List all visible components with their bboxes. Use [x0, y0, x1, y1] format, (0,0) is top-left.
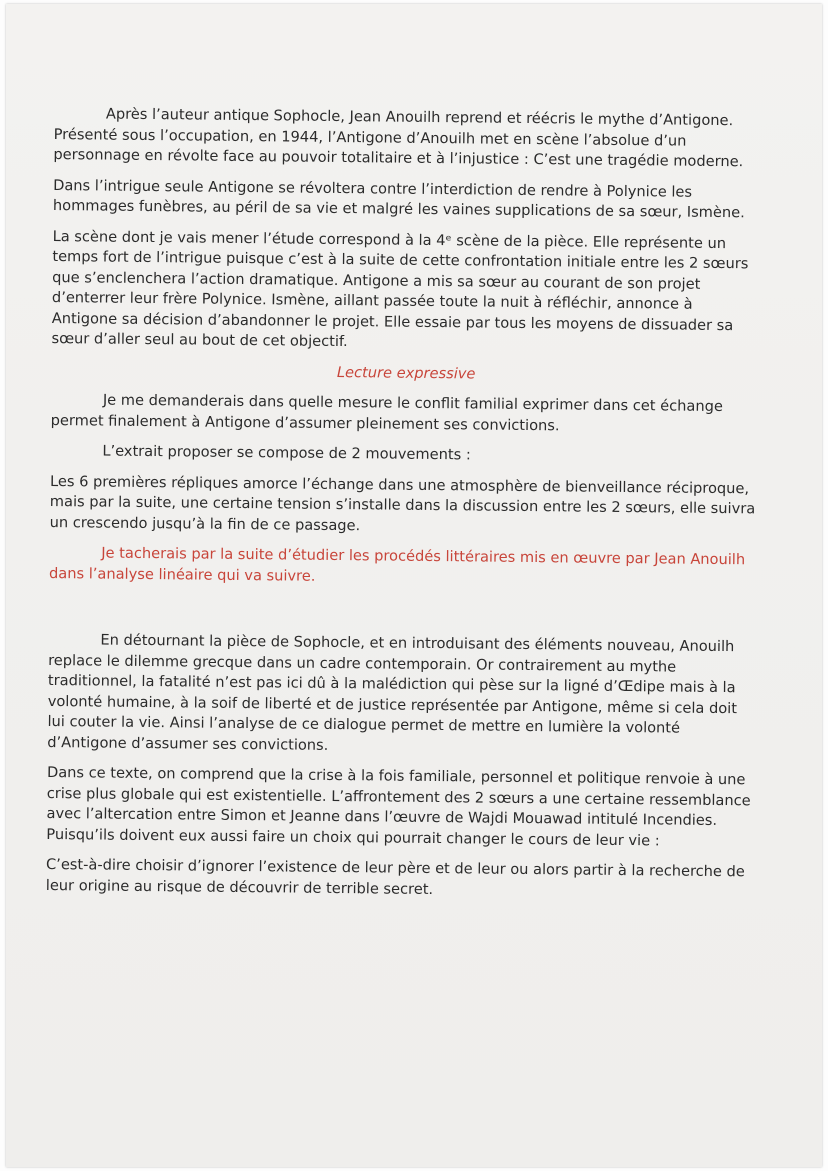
paper-sheet — [6, 4, 822, 1167]
opening-paragraph: Dans ce texte, on comprend que la crise à la fois familiale, personnel et politique renvoie à une crise plus globale qui est existentielle. L’affrontement des 2 sœurs a une certaine ressemblance avec l’altercation entre Simon et Jeanne dans l’œuvre de Wajdi Mouawad intitulé Incendies. Puisqu’ils doivent eux aussi faire un choix qui pourrait changer le cours de leur vie : — [46, 763, 751, 849]
problematic-paragraph: Je me demanderais dans quelle mesure le conflit familial exprimer dans cet échange permet finalement à Antigone d’assumer pleinement ses convictions. — [50, 391, 723, 434]
plot-paragraph: Dans l’intrigue seule Antigone se révoltera contre l’interdiction de rendre à Polynice les hommages funèbres, au péril de sa vie et malgré les vaines supplications de sa sœur, Ismène. — [52, 176, 745, 222]
structure-paragraph: L’extrait proposer se compose de 2 mouvements : — [102, 442, 471, 464]
movements-paragraph: Les 6 premières répliques amorce l’échange dans une atmosphère de bienveillance réciproque, mais par la suite, une certaine tension s’installe dans la discussion entre les 2 sœurs, elle suivra un crescendo jusqu’à la fin de ce passage. — [49, 472, 756, 534]
conclusion-paragraph: En détournant la pièce de Sophocle, et en introduisant des éléments nouveau, Anouilh replace le dilemme grecque dans un cadre contemporain. Or contrairement au mythe traditionnel, la fatalité n’est pas ici dû à la malédiction qui pèse sur la ligné d’Œdipe mais à la volonté humaine, à la soif de liberté et de justice représentée par Antigone, même si cela doit lui couter la vie. Ainsi l’analyse de ce dialogue permet de mettre en lumière la volonté d’Antigone d’assumer ses convictions. — [47, 631, 738, 754]
reading-heading: Lecture expressive — [336, 363, 476, 382]
analysis-announcement: Je tacherais par la suite d’étudier les procédés littéraires mis en œuvre par Jean Anouilh dans l’analyse linéaire qui va suivre. — [48, 544, 746, 585]
document-body — [46, 104, 764, 913]
intro-paragraph: Après l’auteur antique Sophocle, Jean Anouilh reprend et réécris le mythe d’Antigone. Présenté sous l’occupation, en 1944, l’Antigone d’Anouilh met en scène l’absolue d’un personnage en révolte face au pouvoir totalitaire et à l’injustice : C’est une tragédie moderne. — [53, 105, 744, 171]
final-paragraph: C’est-à-dire choisir d’ignorer l’existence de leur père et de leur ou alors partir à la recherche de leur origine au risque de découvrir de terrible secret. — [45, 855, 745, 898]
scene-paragraph: La scène dont je vais mener l’étude correspond à la 4ᵉ scène de la pièce. Elle représente un temps fort de l’intrigue puisque c’est à la suite de cette confrontation initiale entre les 2 sœurs que s’enclenchera l’action dramatique. Antigone a mis sa sœur au courant de son projet d’enterrer leur frère Polynice. Ismène, aillant passée toute la nuit à réfléchir, annonce à Antigone sa décision d’abandonner le projet. Elle essaie par tous les moyens de dissuader sa sœur d’aller seul au bout de cet objectif. — [51, 227, 749, 351]
